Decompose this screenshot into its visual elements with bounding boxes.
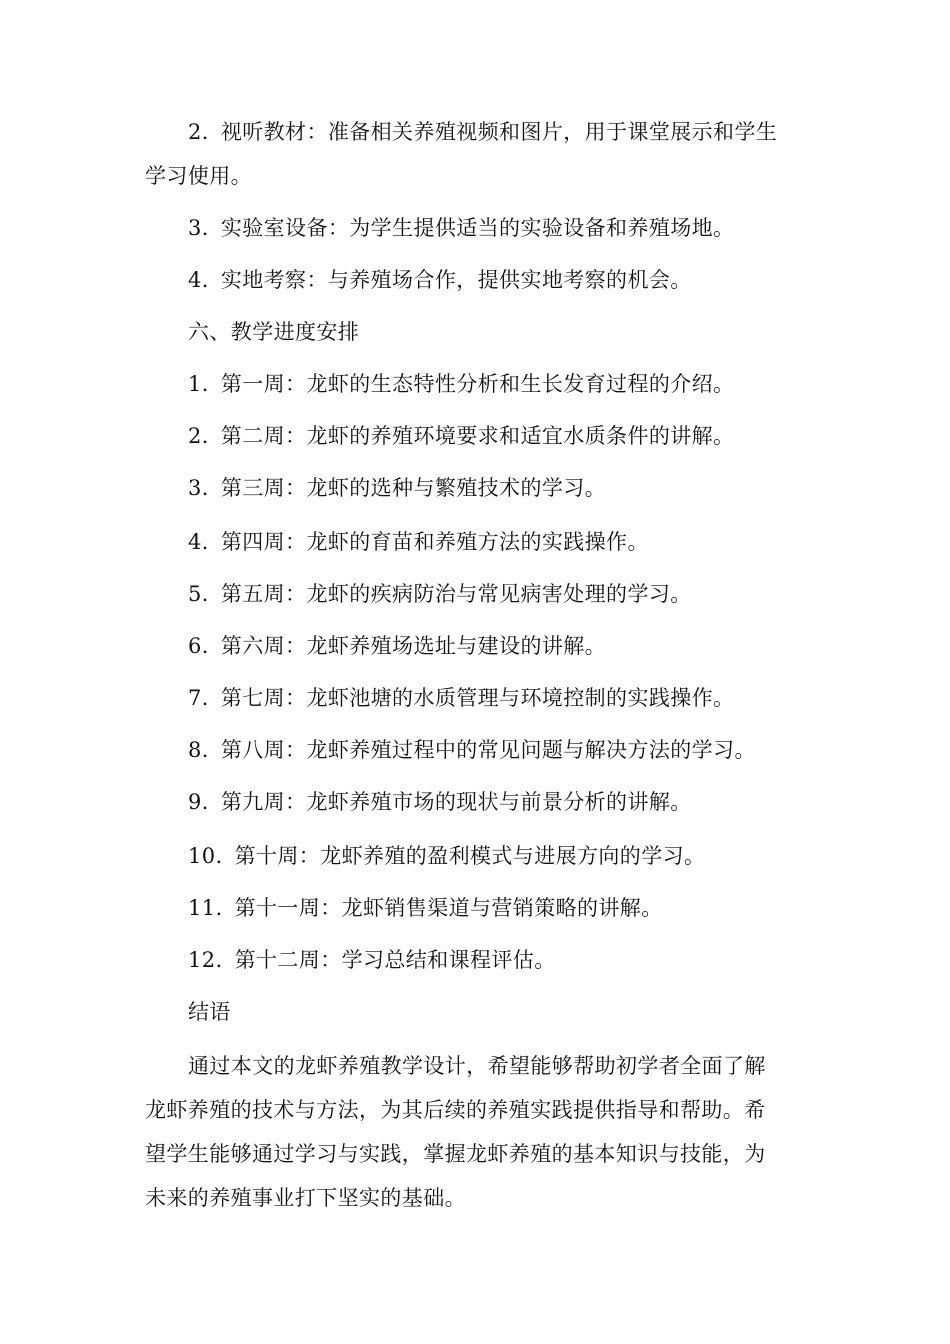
item-text: 第六周：龙虾养殖场选址与建设的讲解。 [220, 634, 607, 658]
item-number: 11. [188, 896, 223, 920]
schedule-item [188, 370, 734, 398]
item-text: 实验室设备：为学生提供适当的实验设备和养殖场地。 [220, 216, 735, 240]
item-number: 2. [188, 120, 209, 144]
item-text: 第一周：龙虾的生态特性分析和生长发育过程的介绍。 [220, 372, 735, 396]
item-number: 9. [188, 790, 209, 814]
item-number: 6. [188, 634, 209, 658]
item-text: 实地考察：与养殖场合作，提供实地考察的机会。 [220, 268, 692, 292]
item-text: 视听教材：准备相关养殖视频和图片，用于课堂展示和学生 [220, 120, 778, 144]
resource-item-continuation: 学习使用。 [145, 164, 252, 188]
schedule-item [188, 474, 606, 502]
item-number: 7. [188, 686, 209, 710]
item-number: 4. [188, 530, 209, 554]
schedule-item [188, 736, 756, 764]
schedule-item [188, 946, 556, 974]
conclusion-paragraph-line: 未来的养殖事业打下坚实的基础。 [145, 1186, 466, 1210]
item-number: 3. [188, 476, 209, 500]
item-number: 10. [188, 844, 223, 868]
item-text: 第十周：龙虾养殖的盈利模式与进展方向的学习。 [234, 844, 706, 868]
conclusion-paragraph-line: 通过本文的龙虾养殖教学设计，希望能够帮助初学者全面了解 [188, 1054, 766, 1078]
item-text: 第五周：龙虾的疾病防治与常见病害处理的学习。 [220, 582, 692, 606]
item-text: 第三周：龙虾的选种与繁殖技术的学习。 [220, 476, 607, 500]
item-text: 第四周：龙虾的育苗和养殖方法的实践操作。 [220, 530, 649, 554]
section-heading-schedule: 六、教学进度安排 [188, 320, 360, 344]
conclusion-paragraph-line: 望学生能够通过学习与实践，掌握龙虾养殖的基本知识与技能，为 [145, 1142, 766, 1166]
item-number: 2. [188, 424, 209, 448]
schedule-item [188, 842, 705, 870]
conclusion-paragraph-line: 龙虾养殖的技术与方法，为其后续的养殖实践提供指导和帮助。希 [145, 1098, 766, 1122]
schedule-item [188, 894, 663, 922]
item-number: 3. [188, 216, 209, 240]
item-text: 第二周：龙虾的养殖环境要求和适宜水质条件的讲解。 [220, 424, 735, 448]
item-number: 8. [188, 738, 209, 762]
resource-item [188, 118, 777, 146]
item-number: 5. [188, 582, 209, 606]
resource-item [188, 214, 734, 242]
item-text: 第十一周：龙虾销售渠道与营销策略的讲解。 [234, 896, 663, 920]
section-heading-conclusion: 结语 [188, 1000, 231, 1024]
schedule-item [188, 528, 649, 556]
item-text: 第九周：龙虾养殖市场的现状与前景分析的讲解。 [220, 790, 692, 814]
schedule-item [188, 580, 692, 608]
schedule-item [188, 684, 734, 712]
schedule-item [188, 422, 734, 450]
resource-item [188, 266, 692, 294]
schedule-item [188, 632, 606, 660]
item-number: 1. [188, 372, 209, 396]
item-number: 12. [188, 948, 223, 972]
item-text: 第八周：龙虾养殖过程中的常见问题与解决方法的学习。 [220, 738, 756, 762]
schedule-item [188, 788, 692, 816]
item-text: 第十二周：学习总结和课程评估。 [234, 948, 556, 972]
item-text: 第七周：龙虾池塘的水质管理与环境控制的实践操作。 [220, 686, 735, 710]
item-number: 4. [188, 268, 209, 292]
